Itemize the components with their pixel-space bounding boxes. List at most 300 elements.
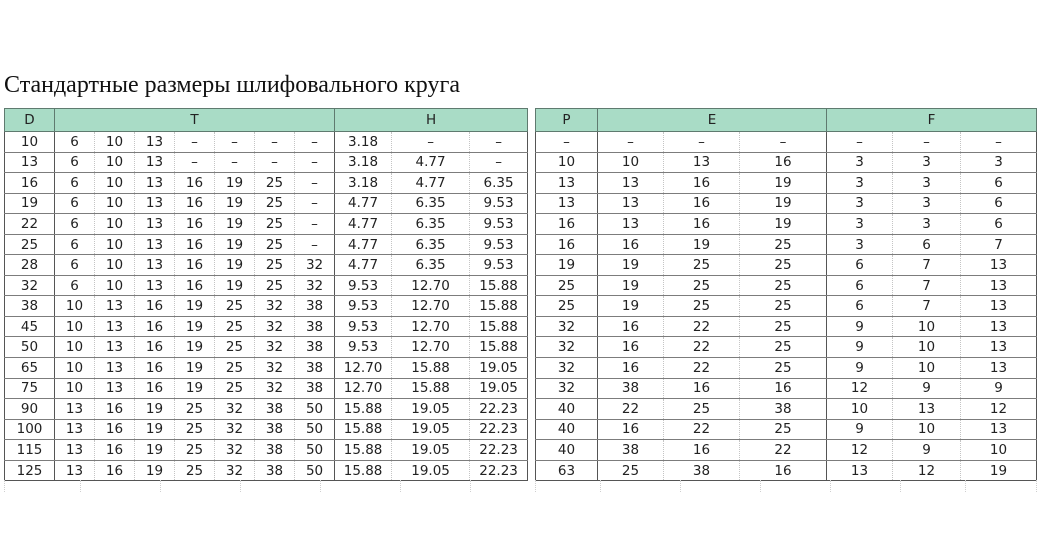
table-cell: 16	[95, 419, 135, 440]
table-cell: 10	[893, 337, 961, 358]
table-cell: 50	[5, 337, 55, 358]
table-cell: 13	[961, 419, 1037, 440]
table-row	[536, 193, 1037, 214]
table-cell: 12.70	[392, 316, 470, 337]
table-cell: 28	[5, 255, 55, 276]
table-cell: 13	[893, 399, 961, 420]
table-cell: 3	[893, 193, 961, 214]
table-row	[5, 275, 528, 296]
table-cell: 10	[536, 152, 598, 173]
table-cell: 13	[598, 173, 664, 194]
table-cell: 10	[95, 173, 135, 194]
table-cell: 32	[536, 316, 598, 337]
table-cell: 13	[5, 152, 55, 173]
table-cell: 40	[536, 419, 598, 440]
table-cell: –	[215, 152, 255, 173]
table-cell: 9.53	[335, 337, 392, 358]
table-cell: 12.70	[392, 337, 470, 358]
table-cell: 10	[893, 419, 961, 440]
table-cell: 22	[664, 316, 740, 337]
table-cell: 25	[255, 234, 295, 255]
table-row	[5, 378, 528, 399]
table-cell: –	[740, 132, 827, 153]
table-cell: 9.53	[335, 275, 392, 296]
table-cell: 13	[135, 275, 175, 296]
table-cell: 45	[5, 316, 55, 337]
table-cell: 7	[893, 275, 961, 296]
table-cell: 19.05	[470, 358, 528, 379]
table-cell: 6	[55, 214, 95, 235]
table-row	[5, 296, 528, 317]
table-row	[5, 255, 528, 276]
table-cell: 6.35	[392, 193, 470, 214]
table-cell: 19	[175, 378, 215, 399]
table-cell: 50	[295, 460, 335, 481]
table-cell: 38	[295, 378, 335, 399]
table-cell: 50	[295, 440, 335, 461]
table-cell: 16	[664, 378, 740, 399]
table-row	[5, 132, 528, 153]
table-cell: 19	[215, 193, 255, 214]
table-cell: 12.70	[335, 358, 392, 379]
table-row	[536, 296, 1037, 317]
table-cell: 6	[55, 193, 95, 214]
table-cell: 38	[295, 316, 335, 337]
table-row	[5, 440, 528, 461]
table-cell: 19	[135, 440, 175, 461]
table-cell: 15.88	[335, 419, 392, 440]
table-cell: 10	[598, 152, 664, 173]
table-cell: 16	[95, 399, 135, 420]
table-cell: 63	[536, 460, 598, 481]
table-cell: 22	[5, 214, 55, 235]
grid-stub	[80, 480, 81, 492]
table-cell: 38	[740, 399, 827, 420]
table-row	[536, 419, 1037, 440]
table-cell: 16	[135, 358, 175, 379]
table-cell: 19	[598, 275, 664, 296]
table-cell: 6	[55, 173, 95, 194]
table-cell: 10	[893, 316, 961, 337]
table-cell: 13	[95, 296, 135, 317]
table-cell: 16	[95, 460, 135, 481]
table-row	[536, 358, 1037, 379]
table-cell: 13	[95, 358, 135, 379]
table-row	[536, 132, 1037, 153]
table-cell: 10	[95, 214, 135, 235]
table-cell: 6	[961, 193, 1037, 214]
table-cell: 9	[893, 378, 961, 399]
table-cell: 16	[135, 296, 175, 317]
table-cell: 25	[740, 358, 827, 379]
table-cell: 3	[893, 152, 961, 173]
table-cell: 10	[95, 275, 135, 296]
table-cell: 25	[740, 419, 827, 440]
grid-stub	[4, 480, 5, 492]
table-cell: 32	[536, 337, 598, 358]
table-cell: 7	[893, 296, 961, 317]
table-cell: 9.53	[470, 193, 528, 214]
table-cell: 19	[961, 460, 1037, 481]
table-cell: 13	[135, 152, 175, 173]
table-cell: 38	[295, 358, 335, 379]
table-cell: –	[392, 132, 470, 153]
table-cell: 22	[664, 337, 740, 358]
table-cell: 25	[536, 275, 598, 296]
grid-stub	[535, 480, 536, 492]
table-cell: 16	[740, 378, 827, 399]
table-cell: 25	[255, 214, 295, 235]
table-cell: 6.35	[470, 173, 528, 194]
table-cell: 16	[175, 234, 215, 255]
table-cell: –	[470, 152, 528, 173]
table-cell: –	[598, 132, 664, 153]
table-cell: 25	[740, 234, 827, 255]
table-cell: 50	[295, 399, 335, 420]
table-cell: 19	[215, 255, 255, 276]
table-cell: 22.23	[470, 460, 528, 481]
table-row	[5, 173, 528, 194]
table-cell: 4.77	[392, 173, 470, 194]
header-t: T	[55, 109, 335, 132]
table-cell: 25	[740, 316, 827, 337]
table-row	[5, 358, 528, 379]
table-cell: 16	[598, 234, 664, 255]
table-cell: 75	[5, 378, 55, 399]
table-cell: 19	[536, 255, 598, 276]
table-cell: 38	[255, 440, 295, 461]
table-cell: 32	[295, 255, 335, 276]
table-cell: 25	[740, 337, 827, 358]
table-cell: 25	[175, 399, 215, 420]
table-cell: 9	[961, 378, 1037, 399]
table-cell: 19	[5, 193, 55, 214]
table-cell: 32	[215, 440, 255, 461]
table-cell: 32	[5, 275, 55, 296]
table-row	[536, 234, 1037, 255]
table-cell: 15.88	[470, 296, 528, 317]
table-cell: 13	[536, 193, 598, 214]
table-cell: 10	[55, 337, 95, 358]
table-cell: 25	[255, 275, 295, 296]
table-cell: 32	[255, 378, 295, 399]
table-cell: 4.77	[335, 214, 392, 235]
table-cell: 65	[5, 358, 55, 379]
table-row	[5, 152, 528, 173]
table-cell: 13	[598, 193, 664, 214]
table-cell: 9	[827, 419, 893, 440]
grid-stub	[965, 480, 966, 492]
table-cell: 9	[827, 337, 893, 358]
table-cell: 12.70	[335, 378, 392, 399]
table-cell: 38	[255, 460, 295, 481]
table-cell: 6	[961, 173, 1037, 194]
table-cell: 19	[740, 214, 827, 235]
table-cell: 19	[598, 296, 664, 317]
table-cell: 38	[295, 337, 335, 358]
table-cell: 13	[135, 214, 175, 235]
table-cell: 16	[664, 440, 740, 461]
table-cell: 32	[215, 399, 255, 420]
table-cell: 19.05	[392, 399, 470, 420]
table-cell: 9	[893, 440, 961, 461]
table-cell: 25	[175, 460, 215, 481]
table-cell: 12	[827, 378, 893, 399]
table-cell: 13	[536, 173, 598, 194]
table-cell: 25	[536, 296, 598, 317]
table-cell: 25	[255, 173, 295, 194]
table-cell: 3	[827, 214, 893, 235]
table-row	[5, 214, 528, 235]
table-cell: 16	[175, 255, 215, 276]
page-title: Стандартные размеры шлифовального круга	[4, 72, 460, 98]
table-cell: 16	[740, 152, 827, 173]
table-cell: 16	[135, 316, 175, 337]
table-cell: 3	[827, 193, 893, 214]
table-cell: 3	[827, 173, 893, 194]
header-p: P	[536, 109, 598, 132]
table-cell: 19	[215, 173, 255, 194]
table-cell: 22	[664, 358, 740, 379]
table-cell: 12.70	[392, 296, 470, 317]
table-cell: 7	[961, 234, 1037, 255]
table-row	[5, 234, 528, 255]
table-cell: 38	[598, 440, 664, 461]
table-cell: –	[893, 132, 961, 153]
table-cell: 25	[5, 234, 55, 255]
table-cell: 38	[5, 296, 55, 317]
table-cell: 16	[135, 337, 175, 358]
table-cell: 25	[215, 358, 255, 379]
table-cell: 25	[175, 440, 215, 461]
table-cell: 10	[95, 193, 135, 214]
table-cell: 22.23	[470, 440, 528, 461]
table-cell: 22.23	[470, 399, 528, 420]
table-row	[536, 440, 1037, 461]
table-cell: 25	[740, 296, 827, 317]
table-cell: 19	[135, 419, 175, 440]
table-cell: 13	[135, 193, 175, 214]
table-cell: 4.77	[335, 193, 392, 214]
table-cell: 6.35	[392, 234, 470, 255]
table-cell: 19	[135, 399, 175, 420]
header-h: H	[335, 109, 528, 132]
grid-stub	[900, 480, 901, 492]
table-cell: 19	[740, 193, 827, 214]
table-cell: 13	[135, 132, 175, 153]
table-cell: 22.23	[470, 419, 528, 440]
table-cell: 38	[255, 399, 295, 420]
table-cell: 9	[827, 316, 893, 337]
table-cell: 10	[95, 152, 135, 173]
table-cell: 6.35	[392, 255, 470, 276]
table-cell: 19	[215, 275, 255, 296]
table-cell: 13	[135, 173, 175, 194]
table-cell: 19.05	[392, 440, 470, 461]
table-cell: 13	[961, 358, 1037, 379]
table-cell: 6	[55, 152, 95, 173]
table-cell: 9	[827, 358, 893, 379]
table-cell: 50	[295, 419, 335, 440]
table-cell: 6	[55, 132, 95, 153]
table-cell: 40	[536, 440, 598, 461]
table-cell: –	[175, 152, 215, 173]
table-cell: 3.18	[335, 173, 392, 194]
table-cell: 25	[255, 255, 295, 276]
table-cell: 25	[215, 296, 255, 317]
table-cell: 16	[598, 419, 664, 440]
table-cell: 16	[175, 173, 215, 194]
table-cell: 115	[5, 440, 55, 461]
grid-stub	[320, 480, 321, 492]
table-cell: –	[664, 132, 740, 153]
table-row	[5, 337, 528, 358]
table-cell: 19	[215, 234, 255, 255]
table-cell: 25	[255, 193, 295, 214]
table-cell: 16	[664, 193, 740, 214]
table-cell: 3	[893, 214, 961, 235]
table-cell: 13	[961, 255, 1037, 276]
table-cell: 6	[961, 214, 1037, 235]
table-cell: 13	[95, 378, 135, 399]
table-cell: 6	[55, 255, 95, 276]
table-cell: 13	[961, 275, 1037, 296]
grid-stub	[600, 480, 601, 492]
table-cell: 13	[135, 255, 175, 276]
table-cell: 6	[55, 275, 95, 296]
table-cell: 32	[295, 275, 335, 296]
table-cell: 125	[5, 460, 55, 481]
table-cell: –	[175, 132, 215, 153]
table-cell: 6.35	[392, 214, 470, 235]
table-cell: 12.70	[392, 275, 470, 296]
table-cell: 9.53	[335, 296, 392, 317]
table-row	[536, 316, 1037, 337]
table-cell: 10	[95, 132, 135, 153]
table-row	[536, 152, 1037, 173]
table-cell: 22	[664, 419, 740, 440]
table-cell: 15.88	[335, 460, 392, 481]
table-cell: 16	[664, 173, 740, 194]
grid-stub	[240, 480, 241, 492]
table-cell: 10	[95, 234, 135, 255]
table-cell: 90	[5, 399, 55, 420]
table-row	[536, 337, 1037, 358]
table-cell: 3	[961, 152, 1037, 173]
table-cell: 25	[664, 255, 740, 276]
table-cell: 13	[598, 214, 664, 235]
table-row	[536, 378, 1037, 399]
table-cell: 25	[664, 399, 740, 420]
header-e: E	[598, 109, 827, 132]
table-cell: 13	[961, 337, 1037, 358]
table-row	[536, 173, 1037, 194]
table-cell: 9.53	[470, 255, 528, 276]
table-cell: 19	[175, 316, 215, 337]
table-cell: –	[295, 234, 335, 255]
table-cell: 13	[55, 440, 95, 461]
table-cell: 25	[740, 255, 827, 276]
table-cell: 13	[55, 419, 95, 440]
table-cell: –	[255, 132, 295, 153]
left-size-table	[4, 108, 528, 481]
table-row	[536, 460, 1037, 481]
table-cell: 25	[598, 460, 664, 481]
table-cell: 3	[827, 234, 893, 255]
table-cell: 10	[55, 378, 95, 399]
table-cell: 19	[175, 358, 215, 379]
table-cell: 10	[827, 399, 893, 420]
table-cell: 15.88	[470, 337, 528, 358]
table-cell: 3.18	[335, 132, 392, 153]
table-cell: 32	[255, 296, 295, 317]
table-cell: 22	[598, 399, 664, 420]
table-cell: 32	[215, 460, 255, 481]
table-cell: 7	[893, 255, 961, 276]
table-row	[536, 255, 1037, 276]
table-cell: 19.05	[392, 419, 470, 440]
table-cell: 38	[598, 378, 664, 399]
grid-stub	[400, 480, 401, 492]
table-cell: 32	[255, 358, 295, 379]
table-cell: 16	[598, 358, 664, 379]
table-cell: 19.05	[392, 460, 470, 481]
table-cell: 15.88	[392, 358, 470, 379]
table-cell: 32	[255, 316, 295, 337]
table-cell: 16	[740, 460, 827, 481]
table-cell: 10	[55, 316, 95, 337]
table-cell: 25	[664, 296, 740, 317]
grid-stub	[760, 480, 761, 492]
table-cell: 9.53	[470, 214, 528, 235]
table-cell: –	[961, 132, 1037, 153]
table-cell: 19	[175, 296, 215, 317]
table-cell: 6	[827, 255, 893, 276]
table-row	[5, 419, 528, 440]
table-cell: 10	[893, 358, 961, 379]
table-cell: 10	[55, 296, 95, 317]
table-cell: 38	[295, 296, 335, 317]
table-cell: 12	[893, 460, 961, 481]
table-cell: –	[295, 193, 335, 214]
table-cell: 38	[664, 460, 740, 481]
table-cell: 16	[598, 316, 664, 337]
table-cell: 6	[893, 234, 961, 255]
table-cell: 6	[55, 234, 95, 255]
table-cell: –	[295, 173, 335, 194]
table-cell: 10	[55, 358, 95, 379]
table-cell: 12	[961, 399, 1037, 420]
table-cell: 32	[255, 337, 295, 358]
table-cell: 25	[175, 419, 215, 440]
table-cell: 15.88	[392, 378, 470, 399]
table-cell: 16	[95, 440, 135, 461]
table-cell: 19	[215, 214, 255, 235]
table-cell: 19	[740, 173, 827, 194]
table-cell: 13	[95, 316, 135, 337]
table-row	[536, 275, 1037, 296]
table-cell: 40	[536, 399, 598, 420]
table-cell: –	[295, 214, 335, 235]
table-cell: 4.77	[335, 255, 392, 276]
table-cell: 13	[961, 296, 1037, 317]
table-cell: 19	[135, 460, 175, 481]
table-cell: 32	[215, 419, 255, 440]
table-cell: 10	[961, 440, 1037, 461]
table-cell: 3	[893, 173, 961, 194]
table-cell: 13	[135, 234, 175, 255]
table-cell: 3	[827, 152, 893, 173]
